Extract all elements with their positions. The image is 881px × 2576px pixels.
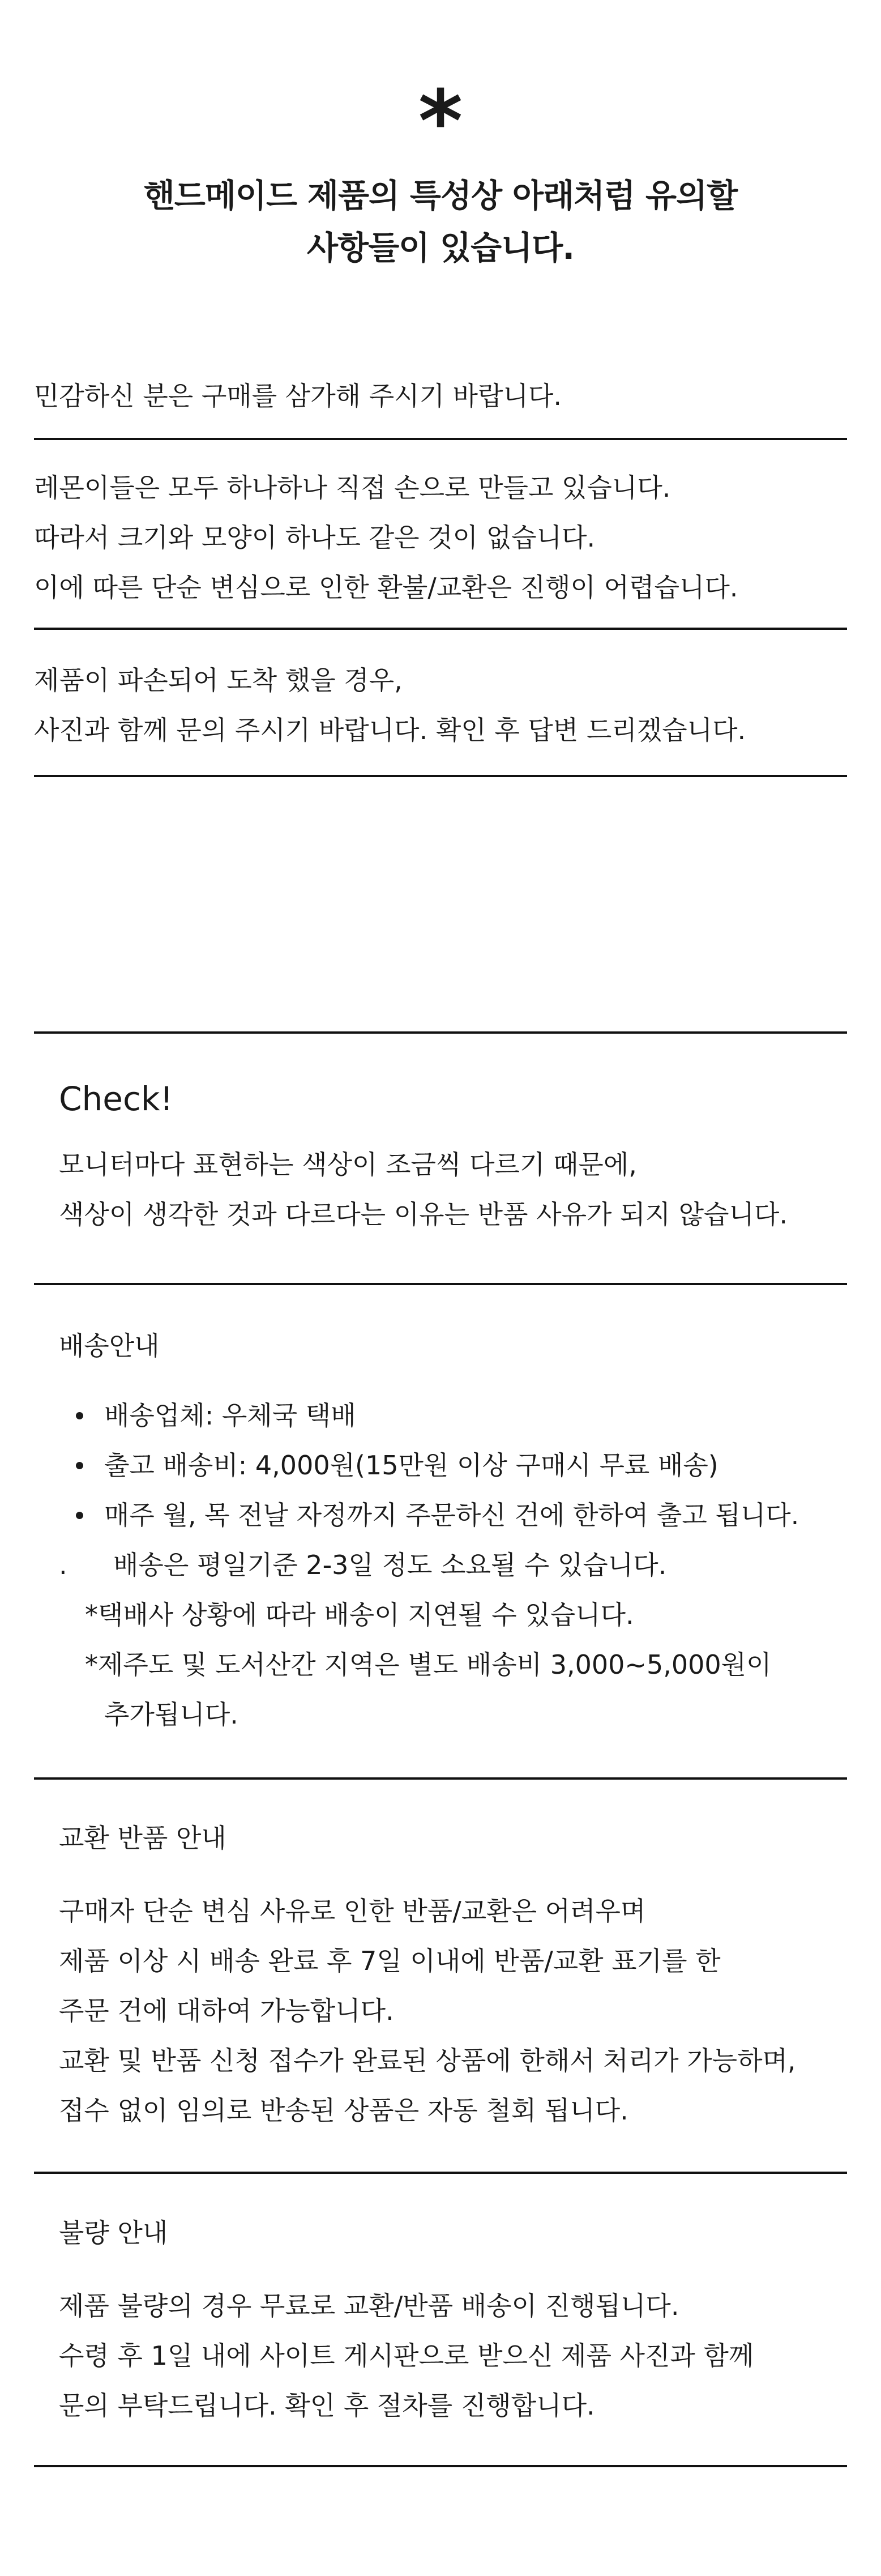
exchange-text: 제품 이상 시 배송 완료 후 7일 이내에 반품/교환 표기를 한 — [59, 1946, 721, 1976]
bullet-icon — [76, 1512, 83, 1519]
shipping-item-text: 배송업체: 우체국 택배 — [104, 1400, 356, 1431]
intro-text: 민감하신 분은 구매를 삼가해 주시기 바랍니다. — [34, 381, 562, 411]
shipping-notes — [59, 1540, 772, 1739]
page-title-line-2: 사항들이 있습니다. — [307, 229, 574, 267]
intro-text: 이에 따른 단순 변심으로 인한 환불/교환은 진행이 어렵습니다. — [34, 572, 738, 603]
divider — [34, 1777, 847, 1780]
shipping-item-text: 매주 월, 목 전날 자정까지 주문하신 건에 한하여 출고 됩니다. — [104, 1500, 799, 1530]
list-item — [59, 1391, 799, 1440]
check-text: 색상이 생각한 것과 다르다는 이유는 반품 사유가 되지 않습니다. — [59, 1199, 788, 1230]
shipping-list — [59, 1391, 799, 1540]
exchange-text: 주문 건에 대하여 가능합니다. — [59, 1995, 394, 2026]
intro-text: 따라서 크기와 모양이 하나도 같은 것이 없습니다. — [34, 522, 596, 553]
defect-text: 수령 후 1일 내에 사이트 게시판으로 받으신 제품 사진과 함께 — [59, 2340, 754, 2371]
bullet-icon — [76, 1462, 83, 1469]
shipping-item-text: 출고 배송비: 4,000원(15만원 이상 구매시 무료 배송) — [104, 1450, 719, 1481]
divider — [34, 2172, 847, 2174]
exchange-text: 교환 및 반품 신청 접수가 완료된 상품에 한해서 처리가 가능하며, — [59, 2045, 796, 2076]
divider — [34, 438, 847, 440]
bullet-icon — [76, 1412, 83, 1419]
defect-text: 문의 부탁드립니다. 확인 후 절차를 진행합니다. — [59, 2390, 595, 2421]
shipping-note-text: 배송은 평일기준 2-3일 정도 소요될 수 있습니다. — [113, 1550, 667, 1580]
check-title: Check! — [59, 1080, 173, 1118]
intro-text: 제품이 파손되어 도착 했을 경우, — [34, 665, 403, 696]
divider — [34, 2465, 847, 2467]
shipping-note: *택배사 상황에 따라 배송이 지연될 수 있습니다. — [85, 1600, 634, 1630]
divider — [34, 628, 847, 630]
exchange-title: 교환 반품 안내 — [59, 1823, 226, 1853]
defect-text: 제품 불량의 경우 무료로 교환/반품 배송이 진행됩니다. — [59, 2291, 679, 2321]
exchange-text: 접수 없이 임의로 반송된 상품은 자동 철회 됩니다. — [59, 2095, 628, 2126]
defect-title: 불량 안내 — [59, 2217, 168, 2248]
intro-text: 레몬이들은 모두 하나하나 직접 손으로 만들고 있습니다. — [34, 472, 671, 503]
page-title — [0, 170, 881, 274]
exchange-text: 구매자 단순 변심 사유로 인한 반품/교환은 어려우며 — [59, 1896, 646, 1926]
check-text: 모니터마다 표현하는 색상이 조금씩 다르기 때문에, — [59, 1149, 637, 1180]
note-marker: . — [59, 1550, 67, 1580]
divider — [34, 1031, 847, 1034]
shipping-note: *제주도 및 도서산간 지역은 별도 배송비 3,000~5,000원이 — [85, 1649, 772, 1680]
divider — [34, 1283, 847, 1285]
list-item — [59, 1490, 799, 1540]
list-item — [59, 1440, 799, 1490]
page-title-line-1: 핸드메이드 제품의 특성상 아래처럼 유의할 — [143, 177, 738, 215]
shipping-note: 추가됩니다. — [104, 1699, 238, 1730]
shipping-note — [59, 1540, 772, 1590]
asterisk-icon: * — [418, 72, 463, 171]
intro-text: 사진과 함께 문의 주시기 바랍니다. 확인 후 답변 드리겠습니다. — [34, 715, 746, 745]
shipping-title: 배송안내 — [59, 1330, 160, 1361]
divider — [34, 775, 847, 777]
